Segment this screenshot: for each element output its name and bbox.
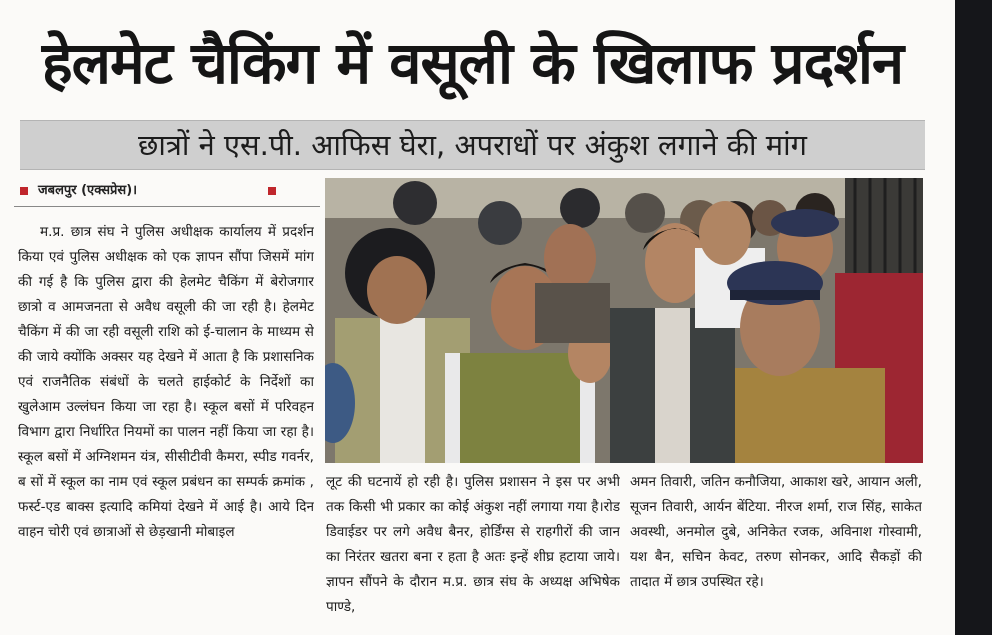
- dateline-row: [16, 181, 316, 201]
- article-column-1: म.प्र. छात्र संघ ने पुलिस अधीक्षक कार्यालय में प्रदर्शन किया एवं पुलिस अधीक्षक को एक ज्ञापन सौंपा जिसमें मांग की गई है कि पुलिस द्वारा की हेलमेट चैकिंग में बेरोजगार छात्रो व आमजनता से अवैध वसूली की जा रही है। हेलमेट चैकिंग में की जा रही वसूली राशि को ई-चालान के माध्यम से की जाये क्योंकि अक्सर यह देखने में आता है कि प्रशासनिक एवं राजनैतिक संबंधों के चलते हाईकोर्ट के निर्देशों का खुलेआम उल्लंघन किया जा रहा है। स्कूल बसों में परिवहन विभाग द्वारा निर्धारित नियमों का पालन नहीं किया जा रहा है। स्कूल बसों में अग्निशमन यंत्र, सीसीटीवी कैमरा, स्पीड गवर्नर, ब सों में स्कूल का नाम एवं स्कूल प्रबंधन का सम्पर्क क्रमांक , फर्स्ट-एड बाक्स इत्यादि कमियां देखने में आई है। आये दिन वाहन चोरी एवं छात्राओं से छेड़खानी मोबाइल: [18, 224, 314, 540]
- subheadline: छात्रों ने एस.पी. आफिस घेरा, अपराधों पर अंकुश लगाने की मांग: [138, 128, 807, 162]
- red-square-bullet-icon: [20, 187, 28, 195]
- news-photo: [325, 178, 923, 463]
- dark-background-edge: [955, 0, 992, 635]
- column-divider: [14, 206, 320, 207]
- red-square-bullet-icon: [268, 187, 276, 195]
- dateline: जबलपुर (एक्सप्रेस)।: [38, 183, 138, 198]
- headline: हेलमेट चैकिंग में वसूली के खिलाफ प्रदर्शन: [41, 29, 904, 97]
- subheadline-band: [20, 120, 925, 170]
- article-column-3: अमन तिवारी, जतिन कनौजिया, आकाश खरे, आयान अली, सूजन तिवारी, आर्यन बेंटिया. नीरज शर्मा, राज सिंह, साकेत अवस्थी, अनमोल दुबे, अनिकेत रजक, अविनाश गोस्वामी, यश बैन, सचिन केवट, तरुण सोनकर, आदि सैकड़ों की तादात में छात्र उपस्थित रहे।: [630, 474, 922, 590]
- protest-photo-illustration: [325, 178, 923, 463]
- article-column-2: लूट की घटनायें हो रही है। पुलिस प्रशासन ने इस पर अभी तक किसी भी प्रकार का कोई अंकुश नहीं लगाया गया है।रोड डिवाईडर पर लगे अवैध बैनर, होर्डिंग्स से राहगीरों की जान का निरंतर खतरा बना र हता है अतः इन्हें शीघ्र हटाया जाये। ज्ञापन सौंपने के दौरान म.प्र. छात्र संघ के अध्यक्ष अभिषेक पाण्डे,: [326, 474, 620, 615]
